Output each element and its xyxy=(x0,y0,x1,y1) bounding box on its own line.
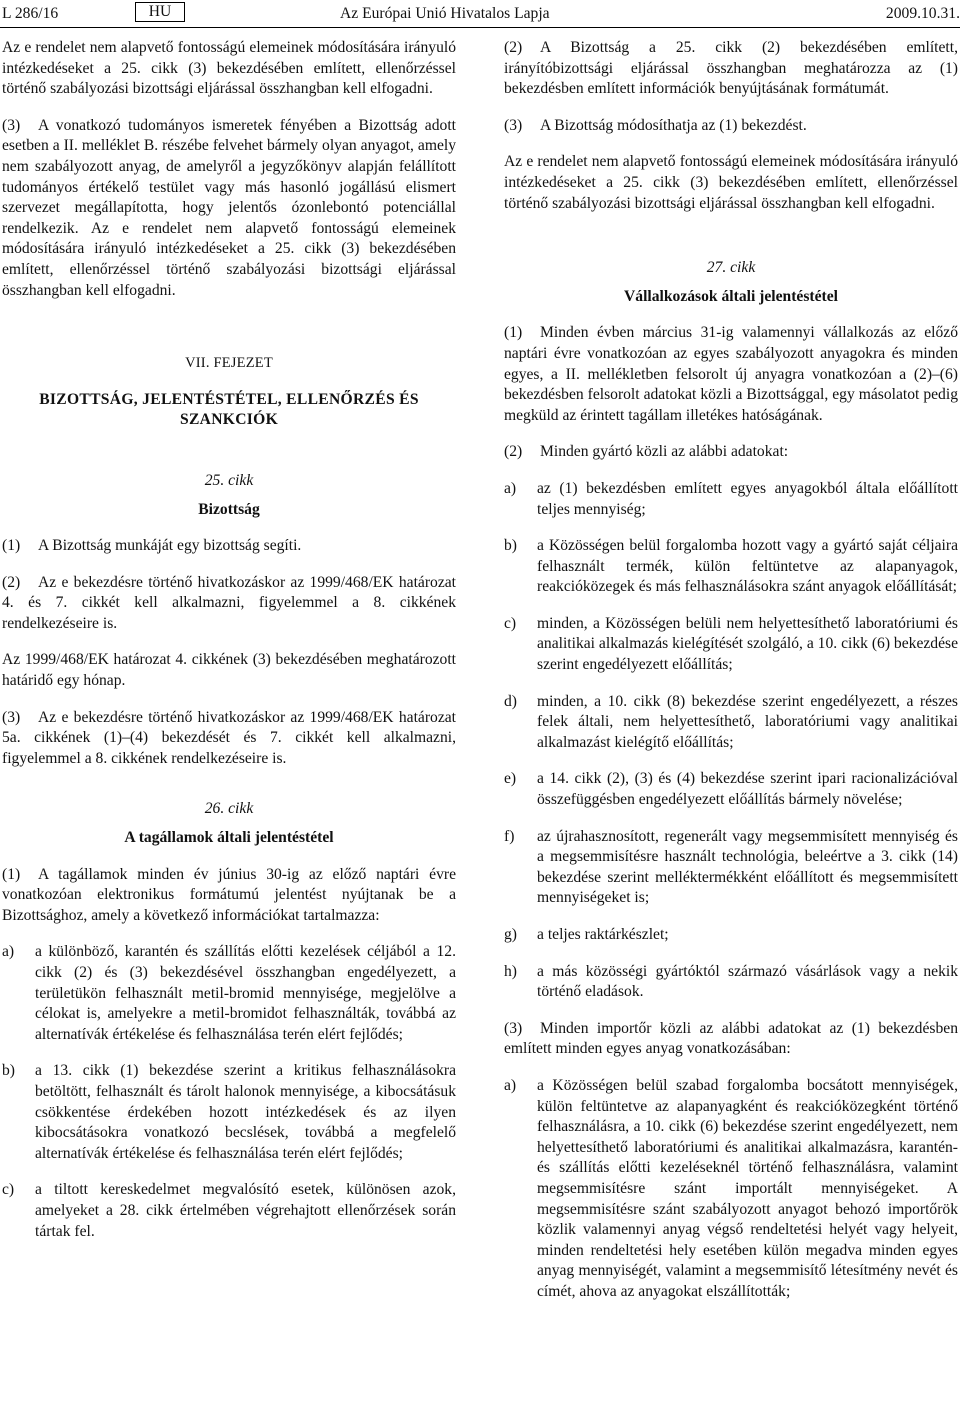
list-item-label: e) xyxy=(504,770,517,788)
language-code-box: HU xyxy=(135,2,185,22)
list-item-text: minden, a Közösségen belüli nem helyettesíthető laboratóriumi és analitikai alkalmazás kielégítését szolgáló, a 10. cikk (6) bekezdése szerint engedélyezett előállítás; xyxy=(537,614,958,674)
paragraph-text: A tagállamok minden év június 30-ig az előző naptári évre vonatkozóan elektronikus formátumú jelentést nyújtanak be a Bizottsághoz, amely a következő információkat tartalmazza: xyxy=(2,865,456,924)
article-number: 27. cikk xyxy=(706,259,756,277)
paragraph xyxy=(2,536,456,557)
paragraph-number: (1) xyxy=(2,537,21,555)
list-item-text: az (1) bekezdésben említett egyes anyagokból általa előállított teljes mennyiség; xyxy=(537,479,958,518)
list-item xyxy=(2,1180,456,1242)
paragraph-text: Minden gyártó közli az alábbi adatokat: xyxy=(540,443,789,461)
list-item xyxy=(504,925,958,946)
paragraph-text: Minden évben március 31-ig valamennyi vállalkozás az előző naptári évre vonatkozóan az egyes szabályozott anyagokra és minden egyes, a II. mellékletben felsorolt új anyagra vonatkozóan a (2)–(6) bekezdésben felsorolt adatokat közli a Bizottsággal, egy másolatot pedig megküld az érintett tagállam illetékes hatóságának. xyxy=(504,324,958,424)
left-column xyxy=(2,38,456,1242)
article-title: Vállalkozások általi jelentéstétel xyxy=(624,287,838,305)
paragraph-number: (1) xyxy=(2,865,21,883)
list-item-text: a teljes raktárkészlet; xyxy=(537,926,669,943)
list-item-text: a tiltott kereskedelmet megvalósító esetek, különösen azok, amelyeket a 28. cikk értelmében végrehajtott ellenőrzések során tártak fel. xyxy=(35,1181,456,1240)
list-item xyxy=(504,827,958,909)
list-item-text: a Közösségen belül szabad forgalomba bocsátott mennyiségek, külön feltüntetve az alapanyagként és reakcióközegként történő felhasználásra, a 10. cikk (6) bekezdése szerint engedélyezett, nem helyettesíthető laboratóriumi és analitikai alkalmazásra, karantén- és szállítás előtti kezeléseknél történő felhasználásra, valamint megsemmisítésre szánt importált mennyiségeket. A megsemmisítésre szánt szabályozott anyagot behozó importőrök közlik valamennyi anyag végső rendeltetési helyét vagy helyeit, minden rendeltetési hely esetében külön megadva minden egyes anyag mennyiségét, valamint a megsemmisítő létesítmény nevét és címét, ahova az anyagokat elszállították; xyxy=(537,1076,958,1300)
paragraph-number: (2) xyxy=(504,39,523,56)
list-item xyxy=(504,962,958,1003)
list-item-label: f) xyxy=(504,827,515,845)
list-item-text: a Közösségen belül forgalomba hozott vagy a gyártó saját céljaira felhasznált termék, külön feltüntetve az alapanyagok, reakcióközegek és más felhasználásokra szánt anyagok előállítását; xyxy=(537,537,958,596)
paragraph-text: A Bizottság a 25. cikk (2) bekezdésében említett, irányítóbizottsági eljárással összhangban meghatározza az (1) bekezdésben említett információk benyújtásának formátumát. xyxy=(504,39,958,98)
article-title: Bizottság xyxy=(198,500,260,518)
list-item-text: az újrahasznosított, regenerált vagy megsemmisített mennyiség és a megsemmisítésre használt technológia, beleértve a 3. cikk (14) bekezdése szerint melléktermékként előállított és megsemmisített mennyiségeket is; xyxy=(537,827,958,907)
paragraph xyxy=(504,1019,958,1060)
list-item xyxy=(2,942,456,1045)
paragraph xyxy=(2,708,456,770)
paragraph xyxy=(504,323,958,426)
list-item-label: a) xyxy=(504,1076,517,1094)
page-header xyxy=(0,0,960,28)
list-item-label: d) xyxy=(504,692,517,710)
paragraph-text: Minden importőr közli az alábbi adatokat az (1) bekezdésben említett minden egyes anyag vonatkozásában: xyxy=(504,1019,958,1058)
paragraph-text: A vonatkozó tudományos ismeretek fényében a Bizottság adott esetben a II. melléklet B. részébe felvehet bármely olyan anyagot, amely nem szabályozott anyag, de amelyről a jegyzőkönyv alapján felállított tudományos értékelő testület vagy más hasonló jogállású elismert szervezet megállapította, hogy jelentős ózonlebontó potenciállal rendelkezik. Az e rendelet nem alapvető fontosságú elemeinek módosítására irányuló intézkedéseket a 25. cikk (3) bekezdésében említett, ellenőrzéssel történő szabályozási bizottsági eljárással összhangban kell elfogadni. xyxy=(2,116,456,299)
paragraph-text: Az e bekezdésre történő hivatkozáskor az 1999/468/EK határozat 5a. cikkének (1)–(4) bekezdését és 7. cikkét kell alkalmazni, figyelemmel a 8. cikkének rendelkezéseire is. xyxy=(2,708,456,767)
paragraph-number: (2) xyxy=(504,443,523,461)
list-item xyxy=(504,614,958,676)
paragraph: Az e rendelet nem alapvető fontosságú elemeinek módosítására irányuló intézkedéseket a 25. cikk (3) bekezdésében említett, ellenőrzéssel történő szabályozási bizottsági eljárással összhangban kell elfogadni. xyxy=(2,39,456,98)
list-item xyxy=(504,479,958,520)
paragraph-number: (3) xyxy=(504,116,523,134)
paragraph-text: A Bizottság módosíthatja az (1) bekezdést. xyxy=(540,116,807,134)
paragraph xyxy=(504,38,958,100)
list-item xyxy=(2,1061,456,1164)
paragraph-number: (3) xyxy=(2,116,21,134)
paragraph-number: (2) xyxy=(2,573,21,591)
paragraph xyxy=(2,573,456,635)
article-title: A tagállamok általi jelentéstétel xyxy=(124,829,334,847)
issue-date: 2009.10.31. xyxy=(885,5,960,22)
list-item-label: a) xyxy=(2,943,15,961)
list-item-label: b) xyxy=(2,1062,15,1080)
paragraph-number: (3) xyxy=(504,1019,523,1037)
paragraph xyxy=(504,442,958,463)
list-item-label: a) xyxy=(504,479,517,497)
list-item-label: g) xyxy=(504,926,517,943)
list-item xyxy=(504,536,958,598)
list-item-label: b) xyxy=(504,537,517,555)
list-item xyxy=(504,1076,958,1303)
right-column xyxy=(504,38,958,1303)
paragraph-number: (1) xyxy=(504,324,523,342)
list-item-text: a 14. cikk (2), (3) és (4) bekezdése szerint ipari racionalizációval összefüggésben engedélyezett előállítás bármely növelése; xyxy=(537,770,958,809)
chapter-number: VII. FEJEZET xyxy=(185,355,273,372)
paragraph xyxy=(2,865,456,927)
list-item-text: a 13. cikk (1) bekezdése szerint a kritikus felhasználásokra betöltött, felhasznált és tárolt halonok mennyisége, a kibocsátásuk csökkentése érdekében hozott intézkedések és az ilyen kibocsátásokra vonatkozó becslések, továbbá a megfelelő alternatívák értékelése és felhasználása terén elért fejlődés; xyxy=(35,1062,456,1162)
paragraph: Az 1999/468/EK határozat 4. cikkének (3) bekezdésében meghatározott határidő egy hónap. xyxy=(2,651,456,690)
paragraph xyxy=(2,116,456,301)
list-item xyxy=(504,769,958,810)
list-item-label: c) xyxy=(2,1181,15,1199)
chapter-title: BIZOTTSÁG, JELENTÉSTÉTEL, ELLENŐRZÉS ÉS SZANKCIÓK xyxy=(39,390,419,429)
list-item-label: h) xyxy=(504,962,517,980)
article-number: 25. cikk xyxy=(204,471,254,489)
paragraph-text: Az e bekezdésre történő hivatkozáskor az 1999/468/EK határozat 4. és 7. cikkét kell alkalmazni, figyelemmel a 8. cikkének rendelkezéseire is. xyxy=(2,573,456,632)
paragraph: Az e rendelet nem alapvető fontosságú elemeinek módosítására irányuló intézkedéseket a 25. cikk (3) bekezdésében említett, ellenőrzéssel történő szabályozási bizottsági eljárással összhangban kell elfogadni. xyxy=(504,153,958,212)
list-item-text: minden, a 10. cikk (8) bekezdése szerint engedélyezett, a részes felek általi, nem helyettesíthető, laboratóriumi vagy analitikai alkalmazást kielégítő előállítás; xyxy=(537,692,958,751)
list-item xyxy=(504,692,958,754)
page-number: L 286/16 xyxy=(2,5,59,22)
list-item-text: a különböző, karantén és szállítás előtti kezelések céljából a 12. cikk (2) és (3) bekezdésével összhangban engedélyezett, a területükön felhasznált metil-bromid mennyisége, megjelölve a célokat is, amelyekre a metil-bromidot felhasználták, továbbá az alternatívák értékelése és felhasználása terén elért fejlődés; xyxy=(35,943,456,1043)
list-item-label: c) xyxy=(504,614,517,632)
list-item-text: a más közösségi gyártóktól származó vásárlások vagy a nekik történő eladások. xyxy=(537,962,958,1001)
paragraph-text: A Bizottság munkáját egy bizottság segíti. xyxy=(38,537,302,555)
article-number: 26. cikk xyxy=(204,800,254,818)
paragraph xyxy=(504,116,958,137)
paragraph-number: (3) xyxy=(2,708,21,726)
journal-title: Az Európai Unió Hivatalos Lapja xyxy=(340,5,550,22)
